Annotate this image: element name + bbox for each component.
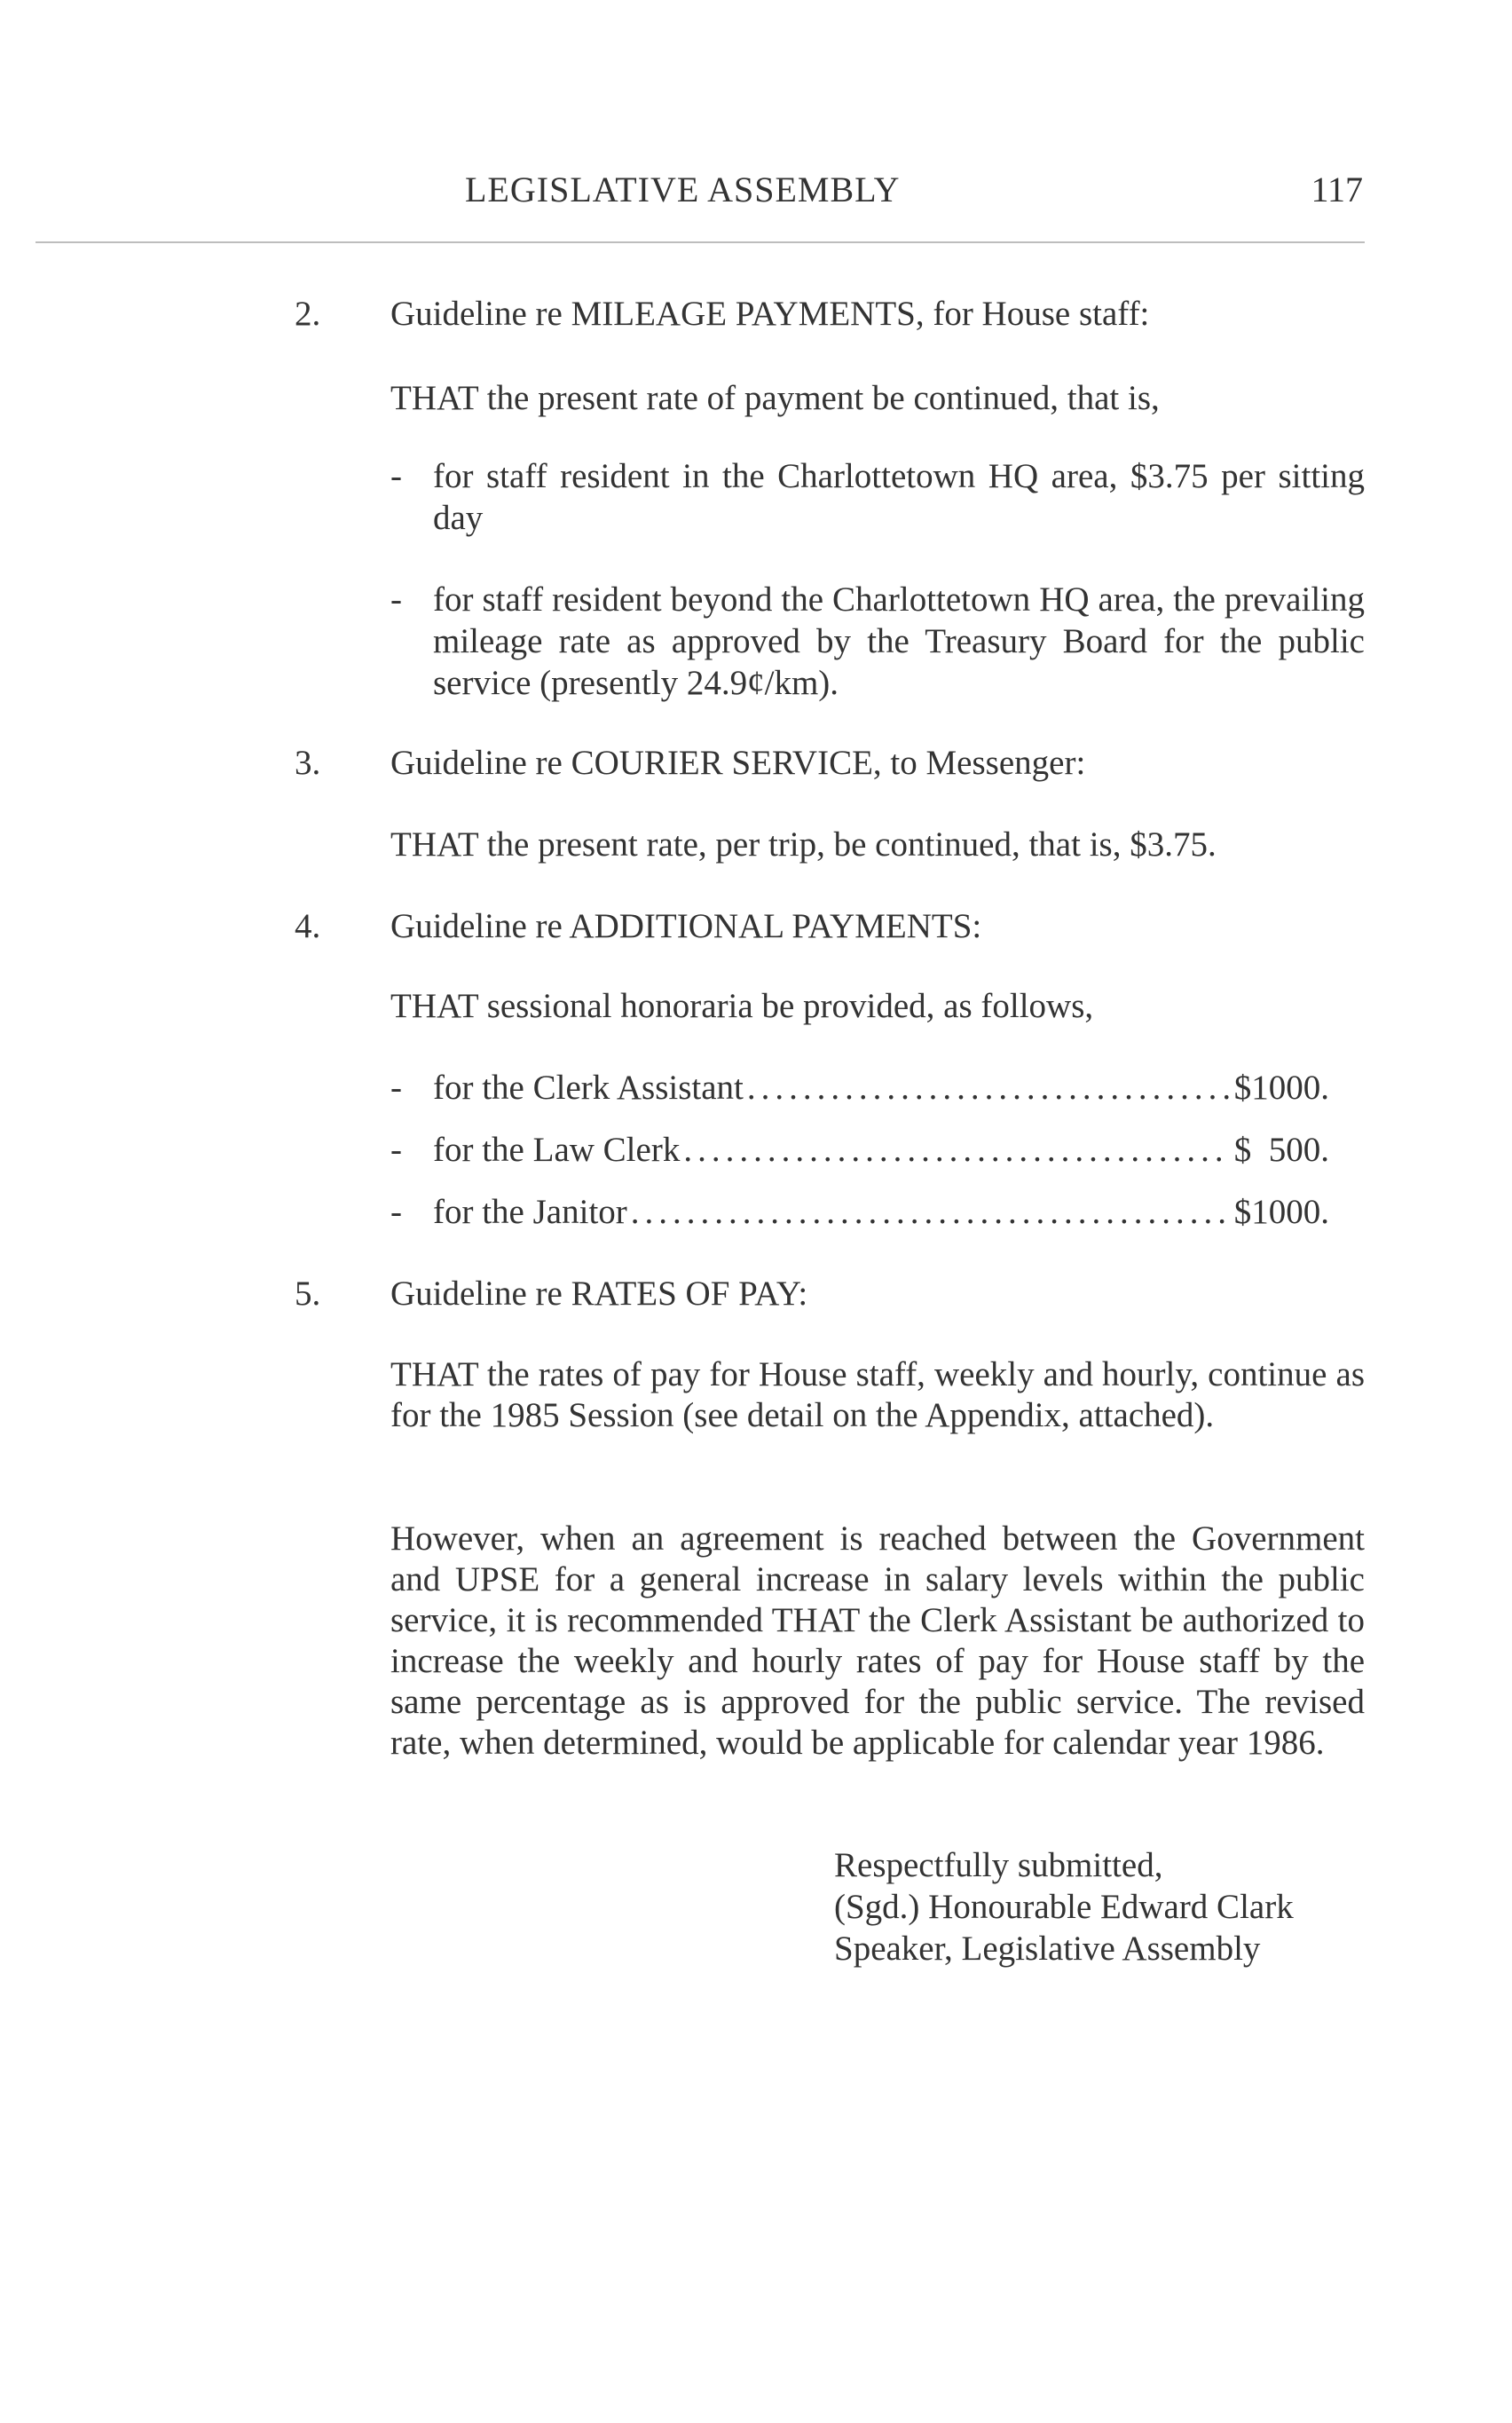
signature-title: Speaker, Legislative Assembly xyxy=(834,1930,1261,1968)
honorarium-label: for the Clerk Assistant xyxy=(433,1069,744,1107)
honorarium-amount: $1000. xyxy=(1233,1069,1329,1107)
honorarium-row xyxy=(390,1191,1329,1235)
honorarium-row xyxy=(390,1129,1329,1173)
section-3-lead: THAT the present rate, per trip, be continued, that is, $3.75. xyxy=(390,825,1217,864)
section-2-heading: Guideline re MILEAGE PAYMENTS, for House staff: xyxy=(390,295,1150,333)
section-5-number: 5. xyxy=(295,1275,321,1313)
running-header-title: LEGISLATIVE ASSEMBLY xyxy=(465,170,901,209)
section-2-bullet-2: for staff resident beyond the Charlottetown HQ area, the prevailing mileage rate as approved by the Treasury Board for the public service (presently 24.9¢/km). xyxy=(433,580,1365,702)
dot-leader xyxy=(631,1191,1231,1233)
bullet-dash: - xyxy=(390,1069,402,1107)
bullet-dash: - xyxy=(390,1193,402,1231)
honorarium-amount: $1000. xyxy=(1233,1193,1329,1231)
section-4-number: 4. xyxy=(295,907,321,945)
honorarium-row xyxy=(390,1067,1329,1111)
page-number: 117 xyxy=(1311,170,1363,209)
honorarium-amount: $ 500. xyxy=(1233,1131,1329,1169)
signature-signatory: (Sgd.) Honourable Edward Clark xyxy=(834,1888,1294,1926)
signature-closing: Respectfully submitted, xyxy=(834,1846,1163,1884)
section-2-number: 2. xyxy=(295,295,321,333)
section-4-heading: Guideline re ADDITIONAL PAYMENTS: xyxy=(390,907,982,945)
section-5-paragraph-2: However, when an agreement is reached between the Government and UPSE for a general increase in salary levels within the public service, it is recommended THAT the Clerk Assistant be authorized to increase the weekly and hourly rates of pay for House staff by the same percentage as is approved for the public service. The revised rate, when determined, would be applicable for calendar year 1986. xyxy=(390,1519,1365,1762)
section-5-paragraph-1: THAT the rates of pay for House staff, weekly and hourly, continue as for the 1985 Session (see detail on the Appendix, attached). xyxy=(390,1355,1365,1434)
section-5-heading: Guideline re RATES OF PAY: xyxy=(390,1275,808,1313)
section-3-number: 3. xyxy=(295,744,321,782)
dot-leader xyxy=(747,1067,1231,1109)
bullet-dash: - xyxy=(390,580,402,619)
bullet-dash: - xyxy=(390,1131,402,1169)
section-4-lead: THAT sessional honoraria be provided, as follows, xyxy=(390,987,1094,1025)
honorarium-label: for the Janitor xyxy=(433,1193,627,1231)
section-2-lead: THAT the present rate of payment be continued, that is, xyxy=(390,379,1160,417)
section-2-bullet-1: for staff resident in the Charlottetown HQ area, $3.75 per sitting day xyxy=(433,457,1365,537)
dot-leader xyxy=(683,1129,1230,1171)
header-divider xyxy=(35,241,1365,243)
section-3-heading: Guideline re COURIER SERVICE, to Messenger: xyxy=(390,744,1086,782)
honorarium-label: for the Law Clerk xyxy=(433,1131,681,1169)
bullet-dash: - xyxy=(390,457,402,495)
